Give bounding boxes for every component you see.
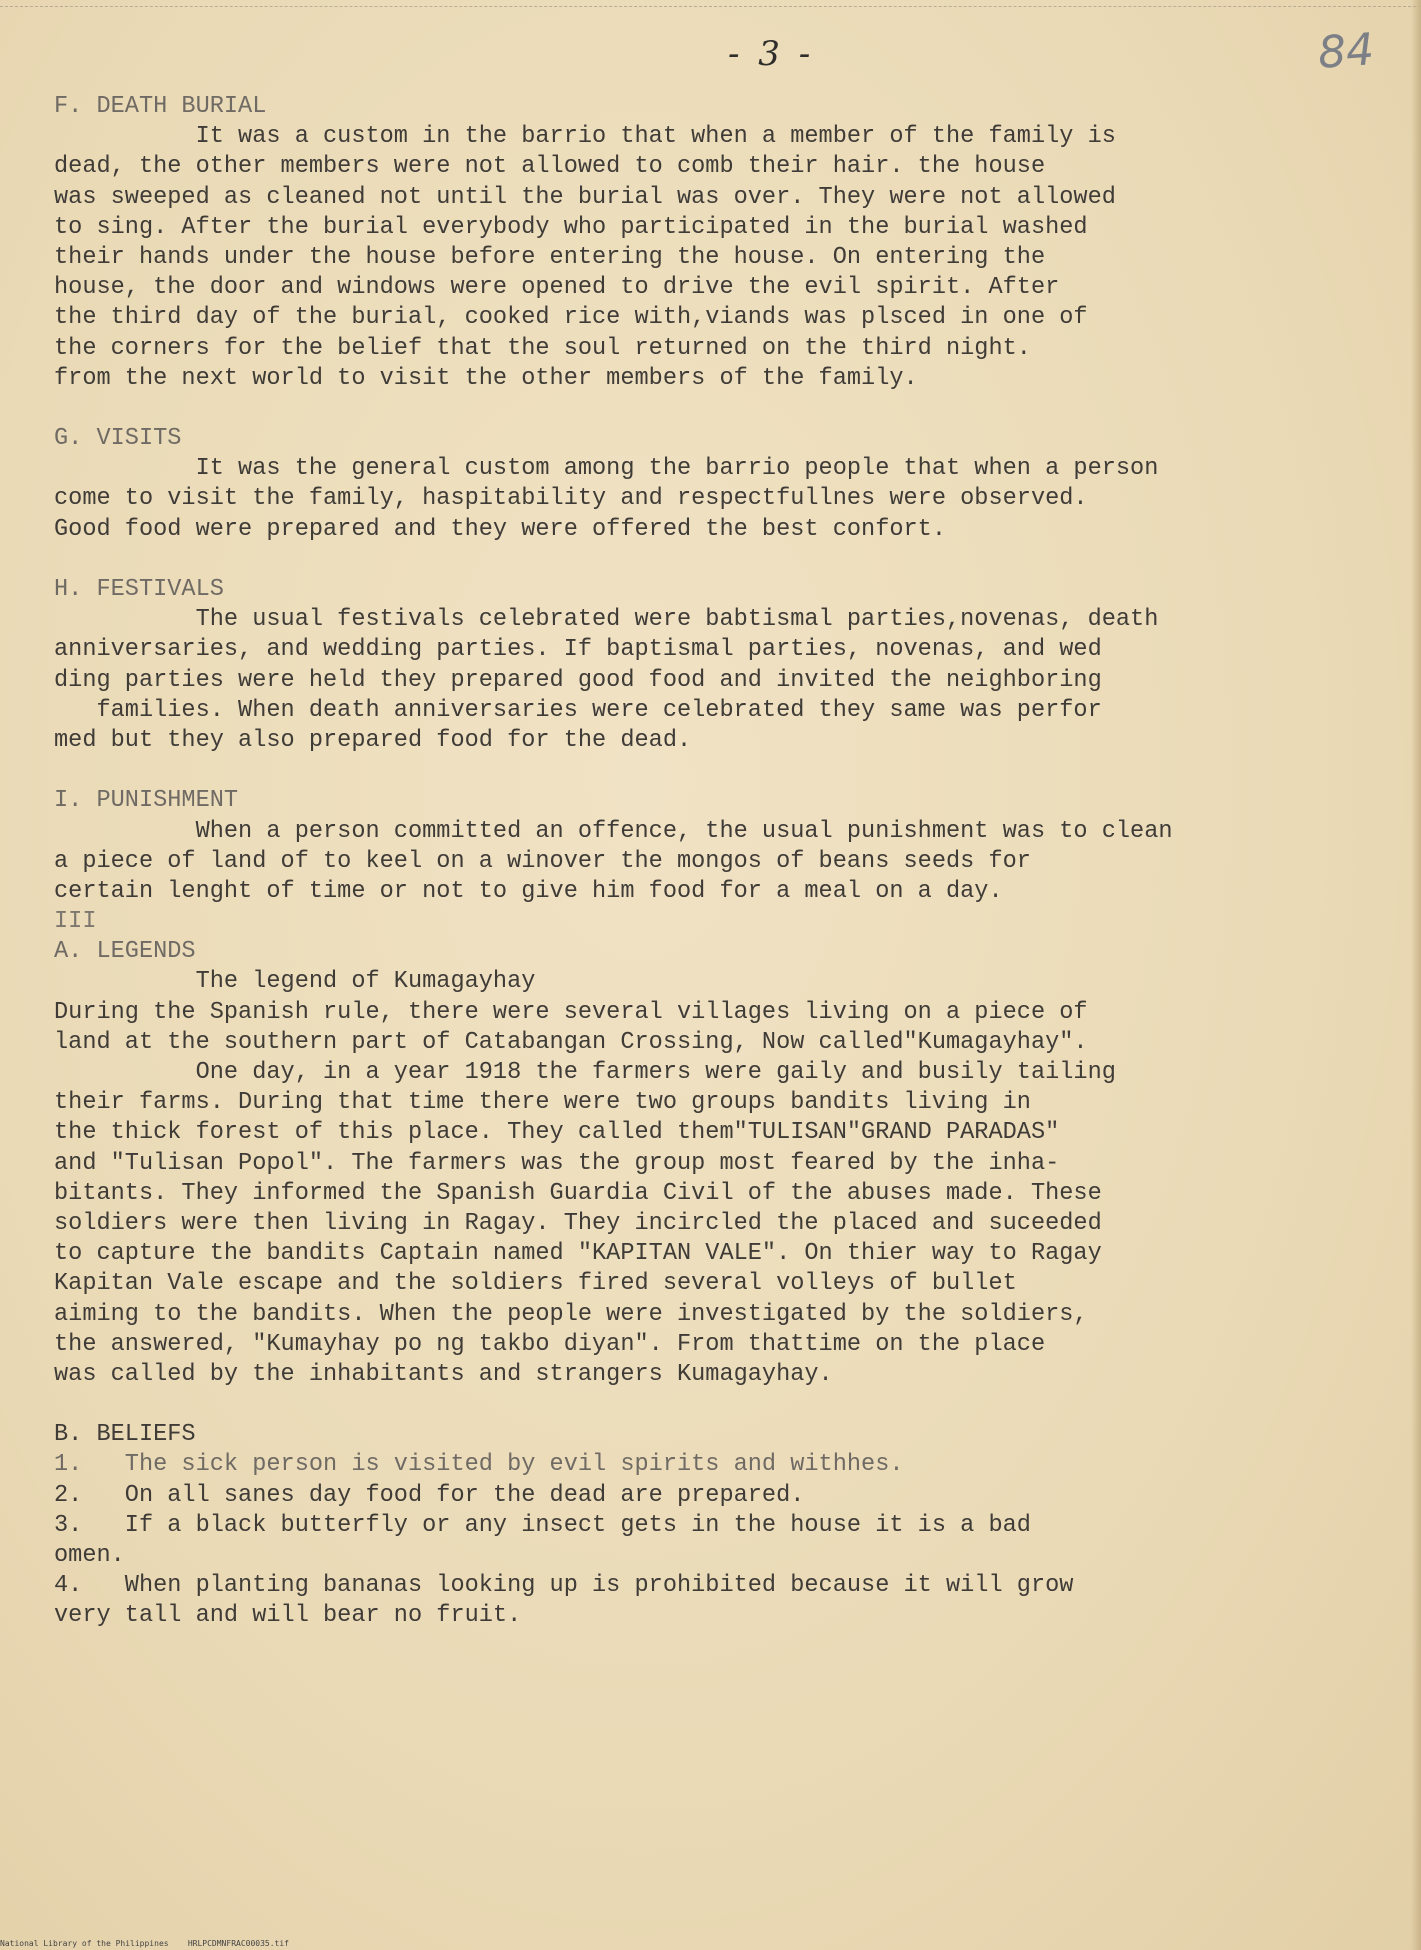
text-line: The legend of Kumagayhay: [54, 968, 536, 996]
page-number: - 3 -: [728, 34, 815, 74]
text-line: house, the door and windows were opened to drive the evil spirit. After: [54, 274, 1060, 302]
text-line: to sing. After the burial everybody who participated in the burial washed: [54, 213, 1088, 241]
text-line: their farms. During that time there were two groups bandits living in: [54, 1089, 1031, 1117]
text-line: certain lenght of time or not to give him food for a meal on a day.: [54, 877, 1003, 905]
text-line: When a person committed an offence, the usual punishment was to clean: [54, 817, 1173, 845]
text-line: III: [54, 908, 97, 936]
text-line: The usual festivals celebrated were babtismal parties,novenas, death: [54, 606, 1159, 634]
text-line: from the next world to visit the other members of the family.: [54, 364, 918, 392]
text-line: Good food were prepared and they were offered the best confort.: [54, 515, 946, 543]
text-line: was called by the inhabitants and strangers Kumagayhay.: [54, 1360, 833, 1388]
text-line: bitants. They informed the Spanish Guardia Civil of the abuses made. These: [54, 1179, 1102, 1207]
text-line: come to visit the family, haspitability and respectfullnes were observed.: [54, 485, 1088, 513]
text-line: the thick forest of this place. They called them"TULISAN"GRAND PARADAS": [54, 1119, 1060, 1147]
text-line: 3. If a black butterfly or any insect gets in the house it is a bad: [54, 1511, 1031, 1539]
section-heading: F. DEATH BURIAL: [54, 93, 267, 120]
text-line: It was the general custom among the barrio people that when a person: [54, 455, 1159, 483]
text-line: to capture the bandits Captain named "KAPITAN VALE". On thier way to Ragay: [54, 1240, 1102, 1268]
page-edge-shadow: [1411, 0, 1421, 1950]
text-line: dead, the other members were not allowed to comb their hair. the house: [54, 153, 1046, 181]
folio-stamp: 84: [1316, 24, 1376, 79]
section-heading: I. PUNISHMENT: [54, 787, 239, 815]
text-line: [54, 1390, 1404, 1420]
text-line: [54, 545, 1404, 575]
text-line: a piece of land of to keel on a winover the mongos of beans seeds for: [54, 847, 1031, 875]
section-heading: G. VISITS: [54, 425, 182, 453]
text-line: land at the southern part of Catabangan Crossing, Now called"Kumagayhay".: [54, 1028, 1088, 1056]
text-line: It was a custom in the barrio that when a member of the family is: [54, 123, 1116, 151]
text-line: the answered, "Kumayhay po ng takbo diyan". From thattime on the place: [54, 1330, 1046, 1358]
text-line: 4. When planting bananas looking up is prohibited because it will grow: [54, 1572, 1074, 1600]
text-line: was sweeped as cleaned not until the burial was over. They were not allowed: [54, 183, 1116, 211]
text-line: med but they also prepared food for the dead.: [54, 726, 692, 754]
archive-footer: National Library of the Philippines HRLPCDMNFRAC00035.tif: [0, 1939, 289, 1948]
top-rule: [0, 6, 1421, 8]
text-line: the corners for the belief that the soul returned on the third night.: [54, 334, 1031, 362]
text-line: Kapitan Vale escape and the soldiers fired several volleys of bullet: [54, 1270, 1017, 1298]
typed-text-block: [54, 92, 1404, 1632]
text-line: very tall and will bear no fruit.: [54, 1602, 522, 1630]
text-line: [54, 394, 1404, 424]
text-line: anniversaries, and wedding parties. If baptismal parties, novenas, and wed: [54, 636, 1102, 664]
text-line: families. When death anniversaries were celebrated they same was perfor: [54, 696, 1102, 724]
text-line: omen.: [54, 1542, 125, 1569]
text-line: B. BELIEFS: [54, 1421, 196, 1449]
text-line: One day, in a year 1918 the farmers were gaily and busily tailing: [54, 1059, 1116, 1086]
text-line: 2. On all sanes day food for the dead are prepared.: [54, 1481, 805, 1509]
text-line: and "Tulisan Popol". The farmers was the group most feared by the inha-: [54, 1149, 1060, 1177]
section-heading: A. LEGENDS: [54, 938, 196, 966]
text-line: soldiers were then living in Ragay. They incircled the placed and suceeded: [54, 1209, 1102, 1237]
text-line: During the Spanish rule, there were several villages living on a piece of: [54, 998, 1088, 1026]
section-heading: 1. The sick person is visited by evil spirits and withhes.: [54, 1451, 904, 1479]
text-line: their hands under the house before entering the house. On entering the: [54, 243, 1046, 271]
text-line: aiming to the bandits. When the people were investigated by the soldiers,: [54, 1300, 1088, 1328]
text-line: [54, 756, 1404, 786]
text-line: ding parties were held they prepared good food and invited the neighboring: [54, 666, 1102, 694]
text-line: the third day of the burial, cooked rice with,viands was plsced in one of: [54, 304, 1088, 332]
section-heading: H. FESTIVALS: [54, 576, 224, 603]
